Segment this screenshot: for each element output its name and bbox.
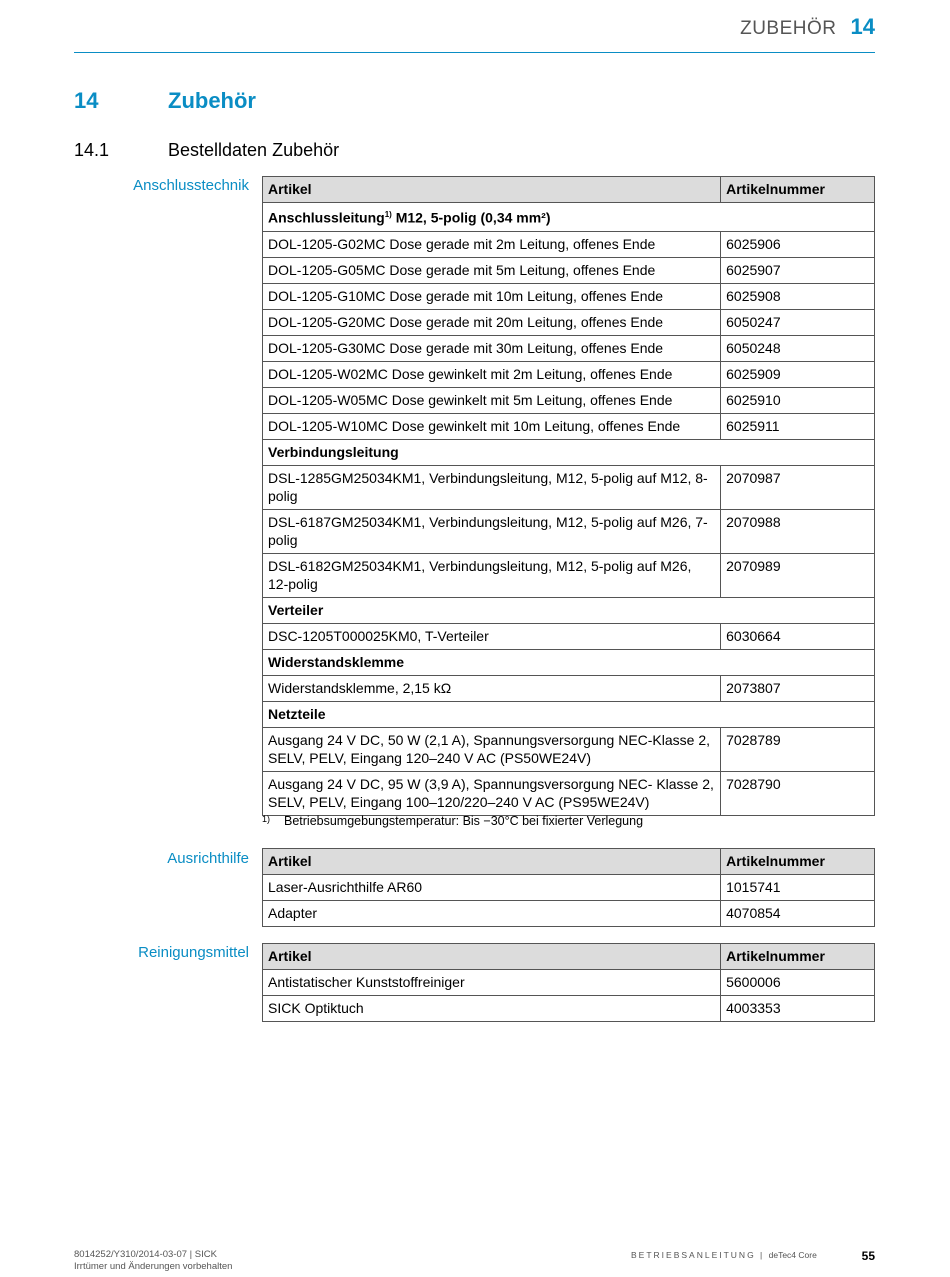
side-label-anschlusstechnik: Anschlusstechnik — [133, 177, 249, 194]
article-cell: DOL-1205-W02MC Dose gewinkelt mit 2m Leitung, offenes Ende — [263, 361, 721, 387]
article-cell: SICK Optiktuch — [263, 996, 721, 1022]
table-row — [263, 335, 875, 361]
chapter-title: Zubehör — [168, 88, 256, 113]
section-title: Bestelldaten Zubehör — [168, 140, 340, 160]
article-cell: Adapter — [263, 901, 721, 927]
table-row — [263, 509, 875, 553]
group-verteiler: Verteiler — [263, 597, 875, 623]
article-number-cell: 6025911 — [721, 413, 875, 439]
table-row — [263, 901, 875, 927]
table-row — [263, 727, 875, 771]
table-row — [263, 283, 875, 309]
article-cell: DOL-1205-G10MC Dose gerade mit 10m Leitung, offenes Ende — [263, 283, 721, 309]
chapter-number: 14 — [74, 88, 99, 113]
table-row — [263, 309, 875, 335]
article-cell: DOL-1205-G02MC Dose gerade mit 2m Leitung, offenes Ende — [263, 231, 721, 257]
side-label-ausrichthilfe: Ausrichthilfe — [167, 850, 249, 867]
footnote-reference: 1) — [384, 210, 392, 219]
table-row — [263, 413, 875, 439]
group-netzteile: Netzteile — [263, 701, 875, 727]
column-header-number: Artikelnummer — [721, 177, 875, 203]
table-row — [263, 553, 875, 597]
group-row — [263, 701, 875, 727]
group-row — [263, 439, 875, 465]
table-row — [263, 361, 875, 387]
footer-product: deTec4 Core — [768, 1250, 817, 1260]
article-number-cell: 6025907 — [721, 257, 875, 283]
article-number-cell: 7028789 — [721, 727, 875, 771]
article-cell: Ausgang 24 V DC, 95 W (3,9 A), Spannungsversorgung NEC- Klasse 2, SELV, PELV, Eingang 100–120/220–240 V AC (PS95WE24V) — [263, 771, 721, 815]
footer-doc-type — [631, 1250, 817, 1260]
page-number: 55 — [861, 1249, 875, 1263]
running-header-title: ZUBEHÖR — [740, 18, 837, 39]
group-anschlussleitung — [263, 203, 875, 232]
table-header-row — [263, 177, 875, 203]
footer-doc-type-label: BETRIEBSANLEITUNG | — [631, 1250, 769, 1260]
column-header-article: Artikel — [263, 177, 721, 203]
article-cell: DOL-1205-W10MC Dose gewinkelt mit 10m Leitung, offenes Ende — [263, 413, 721, 439]
article-number-cell: 4070854 — [721, 901, 875, 927]
column-header-article: Artikel — [263, 849, 721, 875]
article-number-cell: 2073807 — [721, 675, 875, 701]
article-cell: Laser-Ausrichthilfe AR60 — [263, 875, 721, 901]
group-verbindungsleitung: Verbindungsleitung — [263, 439, 875, 465]
group-title-suffix: M12, 5-polig (0,34 mm²) — [391, 209, 551, 226]
article-cell: Antistatischer Kunststoffreiniger — [263, 970, 721, 996]
running-header — [740, 14, 875, 40]
table-row — [263, 465, 875, 509]
table-row — [263, 771, 875, 815]
article-number-cell: 7028790 — [721, 771, 875, 815]
article-number-cell: 2070988 — [721, 509, 875, 553]
article-number-cell: 4003353 — [721, 996, 875, 1022]
column-header-number: Artikelnummer — [721, 944, 875, 970]
footnote-text: Betriebsumgebungstemperatur: Bis −30°C bei fixierter Verlegung — [284, 814, 644, 828]
column-header-article: Artikel — [263, 944, 721, 970]
article-number-cell: 5600006 — [721, 970, 875, 996]
group-row — [263, 649, 875, 675]
article-cell: DOL-1205-G05MC Dose gerade mit 5m Leitung, offenes Ende — [263, 257, 721, 283]
group-title: Anschlussleitung — [268, 209, 385, 226]
table-header-row — [263, 944, 875, 970]
article-number-cell: 6030664 — [721, 623, 875, 649]
article-cell: DOL-1205-G30MC Dose gerade mit 30m Leitung, offenes Ende — [263, 335, 721, 361]
article-number-cell: 6025910 — [721, 387, 875, 413]
article-cell: DOL-1205-W05MC Dose gewinkelt mit 5m Leitung, offenes Ende — [263, 387, 721, 413]
article-number-cell: 1015741 — [721, 875, 875, 901]
table-row — [263, 996, 875, 1022]
group-row — [263, 597, 875, 623]
table-row — [263, 623, 875, 649]
side-label-reinigungsmittel: Reinigungsmittel — [138, 944, 249, 961]
article-cell: DSL-6182GM25034KM1, Verbindungsleitung, M12, 5-polig auf M26, 12-polig — [263, 553, 721, 597]
article-cell: DSL-1285GM25034KM1, Verbindungsleitung, M12, 5-polig auf M12, 8-polig — [263, 465, 721, 509]
table-row — [263, 231, 875, 257]
column-header-number: Artikelnummer — [721, 849, 875, 875]
header-rule — [74, 52, 875, 53]
group-row — [263, 203, 875, 232]
anschlusstechnik-table — [262, 176, 875, 816]
article-cell: DSL-6187GM25034KM1, Verbindungsleitung, M12, 5-polig auf M26, 7-polig — [263, 509, 721, 553]
article-cell: Ausgang 24 V DC, 50 W (2,1 A), Spannungsversorgung NEC-Klasse 2, SELV, PELV, Eingang 120–240 V AC (PS50WE24V) — [263, 727, 721, 771]
article-number-cell: 2070987 — [721, 465, 875, 509]
footer-left — [74, 1249, 232, 1273]
footer-disclaimer: Irrtümer und Änderungen vorbehalten — [74, 1261, 233, 1272]
table-row — [263, 970, 875, 996]
article-cell: DSC-1205T000025KM0, T-Verteiler — [263, 623, 721, 649]
table-row — [263, 387, 875, 413]
article-number-cell: 6025906 — [721, 231, 875, 257]
footer-doc-id: 8014252/Y310/2014-03-07 | SICK — [74, 1249, 217, 1260]
article-cell: DOL-1205-G20MC Dose gerade mit 20m Leitung, offenes Ende — [263, 309, 721, 335]
article-number-cell: 6025909 — [721, 361, 875, 387]
article-number-cell: 2070989 — [721, 553, 875, 597]
running-header-chapter-number: 14 — [850, 14, 875, 39]
table-header-row — [263, 849, 875, 875]
table-row — [263, 875, 875, 901]
reinigungsmittel-table — [262, 943, 875, 1022]
table-row — [263, 675, 875, 701]
group-widerstandsklemme: Widerstandsklemme — [263, 649, 875, 675]
article-number-cell: 6050248 — [721, 335, 875, 361]
section-number: 14.1 — [74, 140, 110, 160]
article-cell: Widerstandsklemme, 2,15 kΩ — [263, 675, 721, 701]
article-number-cell: 6050247 — [721, 309, 875, 335]
table-row — [263, 257, 875, 283]
ausrichthilfe-table — [262, 848, 875, 927]
article-number-cell: 6025908 — [721, 283, 875, 309]
footnote-mark: 1) — [262, 814, 271, 824]
